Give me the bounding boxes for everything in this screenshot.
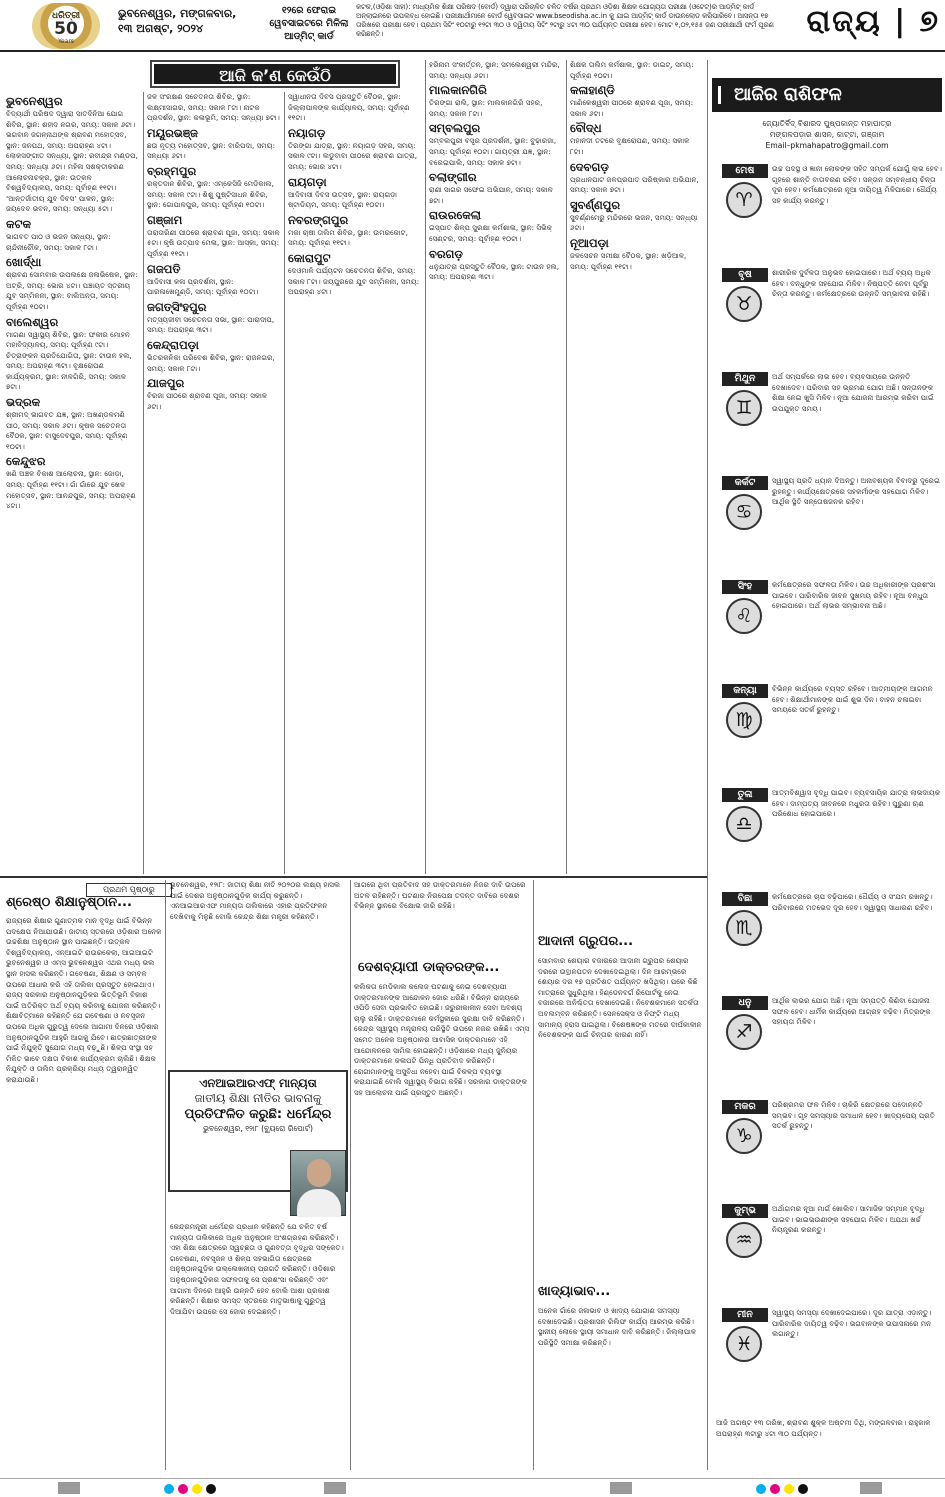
astrologer-info — [712, 118, 942, 151]
events-column-4 — [429, 60, 563, 872]
place-line: ଭୁବନେଶ୍ୱର, ମଙ୍ଗଳବାର, — [118, 7, 237, 20]
district-heading: କୋରାପୁଟ — [288, 250, 331, 265]
article-text: ଭୁବନେଶ୍ୱର, ୧୨ା୮: ଜାତୀୟ ଶିକ୍ଷା ନୀତି ୨୦୨୦ର ଲକ୍ଷ୍ୟ ହାସଲ ପାଇଁ ଦେଶର ଅନୁଷ୍ଠାନଗୁଡ଼ିକ କାର୍ଯ୍ୟ କରୁଛନ୍ତି। ଏନଆଇଆରଏଫ ମାନ୍ୟତା ତାଲିକାରେ ଏହାର ପ୍ରତିଫଳନ ଦେଖିବାକୁ ମିଳୁଛି ବୋଲି କେନ୍ଦ୍ର ଶିକ୍ଷା ମନ୍ତ୍ରୀ କହିଛନ୍ତି। — [170, 880, 341, 921]
zodiac-emblem-icon: ♏ — [726, 910, 762, 946]
section-rule — [0, 876, 707, 878]
black-registration-dot — [798, 1484, 808, 1494]
events-column-5 — [570, 60, 704, 872]
notice-title: ୧୨ରେ ଫେରାଇ ୱେବସାଇଟରେ ମିଳିଲା ଆଡ୍‌ମିଟ୍ କାର୍ଡ — [269, 5, 349, 42]
logo-brand: ଧରିତ୍ରୀ — [51, 11, 81, 21]
event-listing: ସମ୍ବଲପୁରୀ ବସ୍ତ୍ର ପ୍ରଦର୍ଶନୀ, ସ୍ଥାନ: ବୁଢ଼ାରଜା, ସମୟ: ପୂର୍ବାହ୍ଣ ୧୦ଟା। ଗାୟତ୍ରୀ ଯଜ୍ଞ, ସ୍ଥାନ: ବରେଇପାଲି, ସମୟ: ସକାଳ ୭ଟା। — [429, 136, 557, 167]
article-column-b-bottom — [170, 1222, 346, 1471]
zodiac-name: ଧନୁ — [722, 996, 768, 1010]
zodiac-prediction: ବିଭିନ୍ନ କାର୍ଯ୍ୟରେ ବ୍ୟସ୍ତ ରହିବେ। ଆତ୍ମୀୟଙ୍କ ଆଗମନ ହେବ। ଶିକ୍ଷାର୍ଥୀମାନଙ୍କ ପାଇଁ ଶୁଭ ଦିନ। ବାହନ ଚଳାଇବା ସମୟରେ ସତର୍କ ରୁହନ୍ତୁ। — [772, 684, 933, 714]
print-mark — [58, 1482, 80, 1494]
column-divider — [350, 880, 351, 1470]
article-text: ସୋମବାର ଶେୟାର ବଜାରରେ ଆଦାନୀ ଗ୍ରୁପର ଶେୟାର ଦରରେ ଉତ୍ଥାନପତନ ଦେଖାଦେଇଥିଲା। ଦିନ ଆରମ୍ଭରେ ଶେୟାର ଦର ୧୭ ପ୍ରତିଶତ ପର୍ଯ୍ୟନ୍ତ ଖସିଥିଲା। ପରେ କିଛି ମାତ୍ରାରେ ସୁଧୁରିଥିଲା। ହିଣ୍ଡେନବର୍ଗ ରିପୋର୍ଟକୁ ନେଇ ବଜାରରେ ଅନିଶ୍ଚିତତା ଦେଖାଦେଇଛି। ନିବେଶକମାନେ ସତର୍କତା ଅବଲମ୍ବନ କରିଛନ୍ତି। ସେନସେକ୍ସ ଓ ନିଫ୍ଟି ମଧ୍ୟ ସାମାନ୍ୟ ହ୍ରାସ ପାଇଥିଲା। ବିଶେଷଜ୍ଞଙ୍କ ମତରେ ଦୀର୍ଘକାଳୀନ ନିବେଶକଙ୍କ ପାଇଁ ଚିନ୍ତାର କାରଣ ନାହିଁ। — [538, 956, 702, 1040]
event-listing: ଦେଓମାଳି ପର୍ଯ୍ୟଟନ ସଚେତନତା ଶିବିର, ସମୟ: ସକାଳ ୮ଟା। ଜୟପୁରରେ ଯୁବ ସମ୍ମିଳନୀ, ସମୟ: ଅପରାହ୍ଣ ୪ଟା। — [288, 265, 420, 297]
events-column-1 — [6, 92, 140, 872]
district-heading: ଗଞ୍ଜାମ — [147, 212, 183, 227]
event-listing: ଶ୍ରୀମଦ୍ ଭାଗବତ ଯଜ୍ଞ, ସ୍ଥାନ: ଅଖଣ୍ଡଳମଣି ପୀଠ, ସମୟ: ସକାଳ ୬ଟା। କୃଷକ ସଚେତନତା ବୈଠକ, ସ୍ଥାନ: ବାସୁଦେବପୁର, ସମୟ: ପୂର୍ବାହ୍ଣ ୧୦ଟା। — [6, 410, 128, 451]
zodiac-emblem-icon: ♎ — [726, 806, 762, 842]
zodiac-entry — [716, 1308, 942, 1404]
zodiac-entry — [716, 684, 942, 780]
yellow-registration-dot — [192, 1484, 202, 1494]
zodiac-emblem-icon: ♒ — [726, 1222, 762, 1258]
zodiac-entry — [716, 892, 942, 988]
column-divider — [533, 880, 534, 1470]
adani-headline: ଆଦାନୀ ଗ୍ରୁପର... — [538, 934, 634, 949]
district-heading: ସମ୍ବଲପୁର — [429, 121, 481, 136]
article-headline: ଶ୍ରେଷ୍ଠ ଶିକ୍ଷାନୁଷ୍ଠାନ... — [6, 895, 132, 910]
event-listing: ଇସ୍ପାତ ଶିଳ୍ପ ସୁରକ୍ଷା କର୍ମଶାଳା, ସ୍ଥାନ: ସିଭିକ୍ ସେଣ୍ଟର, ସମୟ: ପୂର୍ବାହ୍ଣ ୧୦ଟା। — [429, 223, 553, 243]
column-divider — [425, 60, 426, 874]
zodiac-emblem-icon: ♐ — [726, 1014, 762, 1050]
article-text: ଆଗରେ ଥିବା ପ୍ରତିବାଦ ସହ ଡାକ୍ତରମାନେ ନିଜର ଦାବି ଉପରେ ଅଟଳ ରହିଛନ୍ତି। ଘଟଣାର ନିରପେକ୍ଷ ତଦନ୍ତ ଦାବିରେ ଦେଶର ବିଭିନ୍ନ ସ୍ଥାନରେ ବିକ୍ଷୋଭ ଜାରି ରହିଛି। — [354, 880, 526, 911]
zodiac-entry — [716, 476, 942, 572]
zodiac-entry — [716, 268, 942, 364]
zodiac-prediction: ଆର୍ଥିକ ଲାଭର ଯୋଗ ଅଛି। ନୂଆ ସମ୍ପତ୍ତି କିଣିବା ଯୋଜନା ସଫଳ ହେବ। ଧାର୍ମିକ କାର୍ଯ୍ୟରେ ଆଗ୍ରହ ବଢ଼ିବ। ମିତ୍ରଙ୍କ ସହାୟତା ମିଳିବ। — [772, 996, 931, 1026]
article-column-d — [538, 956, 704, 1276]
district-heading: ଦେବଗଡ଼ — [570, 159, 609, 174]
column-divider — [165, 880, 166, 1470]
horoscope-title: ଆଜିର ରାଶିଫଳ — [734, 84, 842, 105]
zodiac-prediction: ଅର୍ଥ ସମ୍ପର୍କରେ ଲାଭ ହେବ। ବ୍ୟବସାୟରେ ଉନ୍ନତି ଦେଖାଦେବ। ପରିବାର ସହ ଭ୍ରମଣ ଯୋଗ ଅଛି। ସନ୍ତାନଙ୍କ ଶିକ୍ଷା ନେଇ ଖୁସି ମିଳିବ। ନୂଆ ଯୋଜନା ଆରମ୍ଭ କରିବା ପାଇଁ ଉପଯୁକ୍ତ ସମୟ। — [772, 372, 934, 413]
event-listing: ଛଉ ନୃତ୍ୟ ମହୋତ୍ସବ, ସ୍ଥାନ: ବାରିପଦା, ସମୟ: ସନ୍ଧ୍ୟା ୬ଟା। — [147, 140, 276, 161]
zodiac-entry — [716, 580, 942, 676]
events-column-2 — [147, 92, 281, 872]
event-listing: ତାରାତାରିଣୀ ପୀଠରେ ଶ୍ରାବଣ ପୂଜା, ସମୟ: ସକାଳ ୫ଟା। କୃଷି ଉତ୍ପାଦ ମେଳା, ସ୍ଥାନ: ଆସ୍କା, ସମୟ: ପୂର୍ବାହ୍ଣ ୧୧ଟା। — [147, 227, 280, 258]
zodiac-name: ମୀନ — [722, 1308, 768, 1322]
zodiac-emblem-icon: ♍ — [726, 702, 762, 738]
print-mark — [610, 1482, 632, 1494]
district-heading: ବ୍ରହ୍ମପୁର — [147, 163, 197, 178]
event-listing: ଆଦିବାସୀ କଳା ପ୍ରଦର୍ଶନୀ, ସ୍ଥାନ: ପାରଳାଖେମୁଣ୍ଡି, ସମୟ: ପୂର୍ବାହ୍ଣ ୧୦ଟା। — [147, 276, 259, 297]
event-listing: ରକ୍ତଦାନ ଶିବିର, ସ୍ଥାନ: ଏମ୍‌କେସିଜି ମେଡିକାଲ, ସମୟ: ସକାଳ ୯ଟା। ଶିଶୁ ପୁଷ୍ଟିସାଧନ ଶିବିର, ସ୍ଥାନ: ଗୋପାଳପୁର, ସମୟ: ପୂର୍ବାହ୍ଣ ୧୦ଟା। — [147, 178, 274, 210]
district-heading: କେନ୍ଦୁଝର — [6, 454, 46, 469]
yellow-registration-dot — [784, 1484, 794, 1494]
doctors-headline: ଦେଶବ୍ୟାପୀ ଡାକ୍ତରଙ୍କ... — [358, 960, 500, 975]
event-listing: ଭାଗବତ ପାଠ ଓ ଭଜନ ସନ୍ଧ୍ୟା, ସ୍ଥାନ: ଚାନ୍ଦିନୀଚୌକ, ସମୟ: ସକାଳ ୮ଟା। — [6, 231, 111, 252]
astrologer-address: ମଙ୍ଗଳପଡ଼ାର ଶାସନ, କାଟ୍ଟା, ଗଞ୍ଜାମ — [769, 130, 885, 139]
zodiac-emblem-icon: ♌ — [726, 598, 762, 634]
zodiac-prediction: ଆତ୍ମବିଶ୍ୱାସ ବୃଦ୍ଧି ପାଇବ। ବ୍ୟବସାୟିକ ଯାତ୍ରା ଲାଭଦାୟକ ହେବ। ଦାମ୍ପତ୍ୟ ଜୀବନରେ ମଧୁରତା ରହିବ। ପୁରୁଣା ଋଣ ପରିଶୋଧ ହୋଇପାରେ। — [772, 788, 941, 818]
district-heading: ରାୟଗଡ଼ା — [288, 174, 327, 189]
event-listing: ହରିନାମ ସଂକୀର୍ତ୍ତନ, ସ୍ଥାନ: ସମଲେଶ୍ୱରୀ ମନ୍ଦିର, ସମୟ: ସନ୍ଧ୍ୟା ୬ଟା। — [429, 60, 560, 80]
cyan-registration-dot — [164, 1484, 174, 1494]
header-bar-icon — [718, 86, 726, 104]
zodiac-entry — [716, 996, 942, 1092]
district-heading: ନୟାଗଡ଼ — [288, 125, 326, 140]
district-heading: ସୁବର୍ଣ୍ଣପୁର — [570, 197, 621, 212]
zodiac-prediction: ଶାରୀରିକ ଦୁର୍ବଳତା ଅନୁଭବ ହୋଇପାରେ। ଅର୍ଥ ବ୍ୟୟ ଅଧିକ ହେବ। ବନ୍ଧୁଙ୍କ ସହଯୋଗ ମିଳିବ। ନିଷ୍ପତ୍ତି ନେବା ପୂର୍ବରୁ ଚିନ୍ତା କରନ୍ତୁ। କର୍ମକ୍ଷେତ୍ରରେ ଉନ୍ନତି ସମ୍ଭାବନା ରହିଛି। — [772, 268, 931, 298]
event-listing: ମାଣିକେଶ୍ୱରୀ ପୀଠରେ ଶ୍ରାବଣ ପୂଜା, ସମୟ: ସକାଳ ୬ଟା। — [570, 98, 694, 118]
zodiac-entry — [716, 788, 942, 884]
print-mark — [860, 1482, 882, 1494]
zodiac-name: ବିଛା — [722, 892, 768, 906]
logo-years: 50 — [54, 19, 78, 39]
article-column-b-top — [170, 880, 346, 1066]
minister-photo — [290, 1150, 346, 1216]
event-listing: ଶ୍ରାବଣ ସୋମବାର ଉପଲକ୍ଷେ ଜଳାଭିଷେକ, ସ୍ଥାନ: ଅଟ୍ରି, ସମୟ: ଭୋର ୪ଟା। ପଞ୍ଚାୟତ ସ୍ତରୀୟ ଯୁବ ସମ୍ମିଳନୀ, ସ୍ଥାନ: ବାଲିଅନ୍ତା, ସମୟ: ପୂର୍ବାହ୍ଣ ୧୦ଟା। — [6, 270, 138, 311]
food-shortage-headline: ଖାଦ୍ୟାଭାବ... — [538, 1284, 611, 1299]
column-divider — [707, 60, 708, 1470]
zodiac-name: ମେଷ — [722, 164, 768, 178]
article-text: କେନ୍ଦ୍ରମନ୍ତ୍ରୀ ଧର୍ମେନ୍ଦ୍ର ପ୍ରଧାନ କହିଛନ୍ତି ଯେ ଚଳିତ ବର୍ଷ ମାନ୍ୟତା ତାଲିକାରେ ଅଧିକ ଅନୁଷ୍ଠାନ ଅଂଶଗ୍ରହଣ କରିଛନ୍ତି। ଏହା ଶିକ୍ଷା କ୍ଷେତ୍ରରେ ସ୍ୱଚ୍ଛତା ଓ ଗୁଣବତ୍ତା ବୃଦ୍ଧିର ସଙ୍କେତ। ଗବେଷଣା, ନବସୃଜନ ଓ ଶିଳ୍ପ ସହଭାଗିତା କ୍ଷେତ୍ରରେ ଅନୁଷ୍ଠାନଗୁଡ଼ିକ ଉଲ୍ଲେଖନୀୟ ପ୍ରଗତି କରିଛନ୍ତି। ଓଡ଼ିଶାର ଅନୁଷ୍ଠାନଗୁଡ଼ିକର ସଫଳତାକୁ ସେ ପ୍ରଶଂସା କରିଛନ୍ତି ଏବଂ ଆଗାମୀ ଦିନରେ ଆହୁରି ଉନ୍ନତି ହେବ ବୋଲି ଆଶା ପ୍ରକାଶ କରିଛନ୍ତି। ଶିକ୍ଷାର ସମସ୍ତ ସ୍ତରରେ ମାତୃଭାଷାକୁ ଗୁରୁତ୍ୱ ଦିଆଯିବା ଉପରେ ସେ ଜୋର ଦେଇଛନ୍ତି। — [170, 1222, 344, 1316]
horoscope-header — [712, 78, 942, 112]
article-text: ଅନେକ ଗାଁରେ ଜଳାଭାବ ଓ ଖାଦ୍ୟ ଯୋଗାଣ ସମସ୍ୟା ଦେଖାଦେଇଛି। ପ୍ରଶାସନ ରିଲିଫ କାର୍ଯ୍ୟ ଆରମ୍ଭ କରିଛି। ସ୍ଥାନୀୟ ଲୋକେ ସ୍ଥାୟୀ ସମାଧାନ ଦାବି କରିଛନ୍ତି। ଜିଲ୍ଲାପାଳ ପରିସ୍ଥିତି ସମୀକ୍ଷା କରିଛନ୍ତି। — [538, 1306, 697, 1347]
event-listing: ବିଦ୍ୟାର୍ଥୀ ପରିଷଦ ଦ୍ୱାରା ସାତଦିନିଆ ଯୋଗ ଶିବିର, ସ୍ଥାନ: ଶହୀଦ ନଗର, ସମୟ: ସକାଳ ୬ଟା। ଭଗବାନ ଜଗନ୍ନାଥଙ୍କ ଶ୍ରାବଣ ମହୋତ୍ସବ, ସ୍ଥାନ: ଜନପଥ, ସମୟ: ଅପରାହ୍ଣ ୪ଟା। ଲୋକସଙ୍ଗୀତ ସନ୍ଧ୍ୟା, ସ୍ଥାନ: ରବୀନ୍ଦ୍ର ମଣ୍ଡପ, ସମୟ: ସନ୍ଧ୍ୟା ୬ଟା। ମହିଳା ସଶକ୍ତୀକରଣ ଆଲୋଚନାଚକ୍ର, ସ୍ଥାନ: ଉତ୍କଳ ବିଶ୍ୱବିଦ୍ୟାଳୟ, ସମୟ: ପୂର୍ବାହ୍ଣ ୧୧ଟା। ‘ଆନ୍ତର୍ଜାତୀୟ ଯୁବ ଦିବସ’ ପାଳନ, ସ୍ଥାନ: ଜୟଦେବ ଭବନ, ସମୟ: ସନ୍ଧ୍ୟା ୫ଟା। — [6, 109, 138, 214]
column-divider — [566, 60, 567, 874]
section-title: ରାଜ୍ୟ | ୭ — [806, 4, 940, 39]
zodiac-prediction: କର୍ମକ୍ଷେତ୍ରରେ ଚାପ ବଢ଼ିପାରେ। ଧୈର୍ଯ୍ୟ ଓ ସଂଯମ ରଖନ୍ତୁ। ପରିବାରରେ ମତଭେଦ ଦୂର ହେବ। ସ୍ୱାସ୍ଥ୍ୟ ସାଧାରଣ ରହିବ। — [772, 892, 933, 912]
pull-quote-line-1: ଏନଆଇଆରଏଫ୍ ମାନ୍ୟତା — [199, 1076, 317, 1090]
zodiac-name: କନ୍ୟା — [722, 684, 768, 698]
district-heading: ବଲାଙ୍ଗୀର — [429, 170, 477, 185]
magenta-registration-dot — [178, 1484, 188, 1494]
district-heading: କଳାହାଣ୍ଡି — [570, 83, 615, 98]
logo-years-label: Years — [58, 38, 74, 45]
cyan-registration-dot — [756, 1484, 766, 1494]
district-heading: ରାଉରକେଲା — [429, 208, 481, 223]
zodiac-entry — [716, 372, 942, 468]
district-heading: ବାଲେଶ୍ୱର — [6, 314, 59, 329]
district-heading: ଖୋର୍ଦ୍ଧା — [6, 255, 42, 270]
article-column-c — [354, 982, 530, 1471]
event-listing: ତିରଙ୍ଗା ଯାତ୍ରା, ସ୍ଥାନ: ନୟାଗଡ଼ ସହର, ସମୟ: ସକାଳ ୯ଟା। ଲଡୁବାବା ପୀଠରେ ଶ୍ରାବଣ ଯାତ୍ରା, ସମୟ: ଭୋର ୪ଟା। — [288, 140, 418, 171]
zodiac-name: ସିଂହ — [722, 580, 768, 594]
event-listing: ଭିତରକନିକା ପରିବେଶ ଶିବିର, ସ୍ଥାନ: ରାଜନଗର, ସମୟ: ସକାଳ ୮ଟା। — [147, 352, 275, 373]
zodiac-prediction: ପରିଶ୍ରମର ଫଳ ମିଳିବ। ଚାକିରି କ୍ଷେତ୍ରରେ ପଦୋନ୍ନତି ସମ୍ଭବ। ଗୃହ ସମସ୍ୟାର ସମାଧାନ ହେବ। ଖାଦ୍ୟପେୟ ପ୍ରତି ସତର୍କ ରୁହନ୍ତୁ। — [772, 1100, 935, 1130]
zodiac-entry — [716, 1100, 942, 1196]
notice-body: କଟକ,(ଓଡ଼ିଶା ସାହା): ମାଧ୍ୟମିକ ଶିକ୍ଷା ପରିଷଦ (ବୋର୍ଡ) ଦ୍ୱାରା ପରିଚାଳିତ ଚଳିତ ବର୍ଷର ପ୍ରଥମ ଓଡ଼ିଶା ଶିକ୍ଷକ ଯୋଗ୍ୟତା ପରୀକ୍ଷା (ଓଟେଟ୍)ର ଆଡ୍‌ମିଟ୍ କାର୍ଡ ଅନ୍‌ଲାଇନରେ ଉପଲବ୍ଧ ହୋଇଛି। ପରୀକ୍ଷାର୍ଥୀମାନେ ବୋର୍ଡ ୱେବସାଇଟ www.bseodisha.ac.in କୁ ଯାଇ ଆଡ୍‌ମିଟ୍ କାର୍ଡ ଡାଉନଲୋଡ କରିପାରିବେ। ଆସନ୍ତା ୧୭ ତାରିଖରେ ପରୀକ୍ଷା ହେବ। ପ୍ରଥମ ସିଟିଂ ୧୦ଟାରୁ ୧୨ଟା ୩୦ ଓ ଦ୍ୱିତୀୟ ସିଟିଂ ୨ଟାରୁ ୪ଟା ୩୦ ପର୍ଯ୍ୟନ୍ତ ପରୀକ୍ଷା ହେବ। ମୋଟ ୧,୦୨,୧୫୫ ଜଣ ପରୀକ୍ଷାର୍ଥୀ ଫର୍ମ ପୂରଣ କରିଛନ୍ତି। — [356, 3, 774, 38]
event-listing: ବିରଜା ପୀଠରେ ଶ୍ରାବଣ ପୂଜା, ସମୟ: ସକାଳ ୬ଟା। — [147, 391, 268, 411]
zodiac-name: ତୁଳା — [722, 788, 768, 802]
pull-quote-byline: ଭୁବନେଶ୍ୱର, ୧୨ା୮ (ବ୍ୟୁରୋ ରିପୋର୍ଟ) — [203, 1124, 313, 1133]
golden-jubilee-logo — [32, 3, 100, 49]
print-mark — [324, 1482, 346, 1494]
district-heading: ବୌଦ୍ଧ — [570, 121, 602, 136]
zodiac-entry — [716, 164, 942, 260]
district-heading: ନବରଙ୍ଗପୁର — [288, 212, 349, 227]
horoscope-section — [712, 78, 942, 1468]
zodiac-prediction: ଉଚ୍ଚ ପଦସ୍ଥ ଓ ଜ୍ଞାନୀ ଲୋକଙ୍କ ସହିତ ସମ୍ପର୍କ ଯୋଗୁଁ ଲାଭ ହେବ। ଗୃହରେ ଶାନ୍ତି ବାତାବରଣ ରହିବ। ସନ୍ତାନ ସମ୍ବନ୍ଧୀୟ ଚିନ୍ତା ଦୂର ହେବ। କର୍ମକ୍ଷେତ୍ରରେ ନୂଆ ଦାୟିତ୍ୱ ମିଳିପାରେ। ଧୈର୍ଯ୍ୟ ସହ କାର୍ଯ୍ୟ କରନ୍ତୁ। — [772, 164, 942, 205]
event-listing: ଜଳ ସଂରକ୍ଷଣ ସଚେତନତା ଶିବିର, ସ୍ଥାନ: ଲକ୍ଷ୍ମୀସାଗର, ସମୟ: ସକାଳ ୮ଟା। ନାଟକ ପ୍ରଦର୍ଶନ, ସ୍ଥାନ: କଳାଭୂମି, ସମୟ: ସନ୍ଧ୍ୟା ୭ଟା। — [147, 92, 280, 123]
event-listing: ସୁବର୍ଣ୍ଣମେରୁ ମନ୍ଦିରରେ ଭଜନ, ସମୟ: ସନ୍ଧ୍ୟା ୬ଟା। — [570, 212, 698, 233]
event-listing: ଆଦିବାସୀ ଦିବସ ଉତ୍ସବ, ସ୍ଥାନ: ରାୟଗଡ଼ା ଷ୍ଟାଡିୟମ, ସମୟ: ପୂର୍ବାହ୍ଣ ୧୦ଟା। — [288, 189, 398, 210]
events-banner: ଆଜି କ’ଣ କେଉଁଠି — [150, 60, 400, 88]
zodiac-name: ବୃଷ — [722, 268, 768, 282]
district-heading: ଭଦ୍ରକ — [6, 395, 41, 410]
event-listing: ମାଗଣା ସ୍ୱାସ୍ଥ୍ୟ ଶିବିର, ସ୍ଥାନ: ଫକୀର ମୋହନ ମହାବିଦ୍ୟାଳୟ, ସମୟ: ପୂର୍ବାହ୍ଣ ୯ଟା। ଚିତ୍ରାଙ୍କନ ପ୍ରତିଯୋଗିତା, ସ୍ଥାନ: ଟାଉନ ହଲ, ସମୟ: ଅପରାହ୍ଣ ୩ଟା। ବୃକ୍ଷରୋପଣ କାର୍ଯ୍ୟକ୍ରମ, ସ୍ଥାନ: ନୀଳଗିରି, ସମୟ: ସକାଳ ୭ଟା। — [6, 329, 132, 392]
district-heading: କଟକ — [6, 216, 31, 231]
event-listing: ମହାନଦୀ ତଟରେ ବୃକ୍ଷରୋପଣ, ସମୟ: ସକାଳ ୮ଟା। — [570, 136, 690, 156]
zodiac-name: ମକର — [722, 1100, 768, 1114]
column-divider — [143, 92, 144, 874]
article-column-a — [6, 916, 162, 1471]
event-listing: ସ୍ୱାଧୀନତା ଦିବସ ପ୍ରସ୍ତୁତି ବୈଠକ, ସ୍ଥାନ: ଜିଲ୍ଲାପାଳଙ୍କ କାର୍ଯ୍ୟାଳୟ, ସମୟ: ପୂର୍ବାହ୍ଣ ୧୧ଟା। — [288, 92, 410, 123]
astrologer-email: Email–pkmahapatro@gmail.com — [765, 141, 889, 150]
district-heading: କେନ୍ଦ୍ରାପଡ଼ା — [147, 337, 199, 352]
event-listing: ପ୍ରଧାନପାଟ ଜଳପ୍ରପାତ ପରିଷ୍କାର ଅଭିଯାନ, ସମୟ: ସକାଳ ୭ଟା। — [570, 174, 699, 195]
event-listing: ରାଣୀ ସାଗର ସଫେଇ ଅଭିଯାନ, ସମୟ: ସକାଳ ୭ଟା। — [429, 185, 553, 205]
column-divider — [284, 92, 285, 874]
zodiac-name: କର୍କଟ — [722, 476, 768, 490]
zodiac-entry — [716, 1204, 942, 1300]
date-line: ୧୩ ଅଗଷ୍ଟ, ୨୦୨୪ — [118, 22, 204, 35]
astrologer-name: ଜ୍ୟୋତିର୍ବିଦ୍ ବିଶାରଦ ପୁଷ୍ପକାନ୍ତ ମହାପାତ୍ର — [762, 119, 892, 128]
event-listing: ଶିକ୍ଷକ ତାଲିମ କର୍ମଶାଳା, ସ୍ଥାନ: ଡାଇଟ୍, ସମୟ: ପୂର୍ବାହ୍ଣ ୧୦ଟା। — [570, 60, 694, 80]
zodiac-prediction: କର୍ମକ୍ଷେତ୍ରରେ ସଫଳତା ମିଳିବ। ଉଚ୍ଚ ଅଧିକାରୀଙ୍କ ପ୍ରଶଂସା ପାଇବେ। ପାରିବାରିକ ଜୀବନ ସୁଖମୟ ରହିବ। ନୂଆ ବନ୍ଧୁତା ହୋଇପାରେ। ଅର୍ଥ ଲାଭର ସମ୍ଭାବନା ଅଛି। — [772, 580, 936, 610]
zodiac-emblem-icon: ♊ — [726, 390, 762, 426]
district-heading: ବରଗଡ଼ — [429, 246, 463, 261]
zodiac-prediction: ସ୍ୱାସ୍ଥ୍ୟ ପ୍ରତି ଧ୍ୟାନ ଦିଅନ୍ତୁ। ଅନାବଶ୍ୟକ ବିବାଦରୁ ଦୂରେଇ ରୁହନ୍ତୁ। କାର୍ଯ୍ୟକ୍ଷେତ୍ରରେ ସହକର୍ମୀଙ୍କ ସହଯୋଗ ମିଳିବ। ଆର୍ଥିକ ସ୍ଥିତି ସନ୍ତୋଷଜନକ ରହିବ। — [772, 476, 940, 506]
magenta-registration-dot — [770, 1484, 780, 1494]
dateline — [118, 6, 258, 36]
zodiac-prediction: ଅର୍ଥାଗମର ନୂଆ ମାର୍ଗ ଖୋଲିବ। ସାମାଜିକ ସମ୍ମାନ ବୃଦ୍ଧି ପାଇବ। ଭାଇଭଉଣୀଙ୍କ ସହଯୋଗ ମିଳିବ। ଅଯଥା ଖର୍ଚ୍ଚ ନିୟନ୍ତ୍ରଣ କରନ୍ତୁ। — [772, 1204, 925, 1234]
event-listing: ଧନୁଯାତ୍ରା ପ୍ରସ୍ତୁତି ବୈଠକ, ସ୍ଥାନ: ଟାଉନ ହଲ, ସମୟ: ଅପରାହ୍ଣ ୩ଟା। — [429, 261, 560, 282]
zodiac-emblem-icon: ♉ — [726, 286, 762, 322]
article-column-c-top — [354, 880, 530, 960]
event-listing: ତିରଙ୍ଗା ରାଲି, ସ୍ଥାନ: ମାଲକାନଗିରି ସହର, ସମୟ: ସକାଳ ୮ଟା। — [429, 98, 543, 118]
district-heading: ଭୁବନେଶ୍ୱର — [6, 94, 63, 108]
photo-body — [297, 1189, 341, 1217]
event-listing: ମତ୍ସ୍ୟଜୀବୀ ସଚେତନତା ସଭା, ସ୍ଥାନ: ପାରାଦୀପ, ସମୟ: ଅପରାହ୍ଣ ୩ଟା। — [147, 314, 275, 335]
event-listing: ଖଣି ଅଞ୍ଚଳ ବିକାଶ ଆଲୋଚନା, ସ୍ଥାନ: ଜୋଡ଼ା, ସମୟ: ପୂର୍ବାହ୍ଣ ୧୧ଟା। ଗାଁ ଗାଁରେ ଯୁବ ଖେଳ ମହୋତ୍ସବ, ସ୍ଥାନ: ଆନନ୍ଦପୁର, ସମୟ: ଅପରାହ୍ଣ ୪ଟା। — [6, 469, 136, 511]
events-column-3 — [288, 92, 422, 872]
district-heading: ମୟୂରଭଞ୍ଜ — [147, 125, 198, 140]
district-heading: ଜଗତ୍‌ସିଂହପୁର — [147, 299, 207, 314]
zodiac-prediction: ସ୍ୱାସ୍ଥ୍ୟ ସମସ୍ୟା ଦେଖାଦେଇପାରେ। ଦୂର ଯାତ୍ରା ଏଡ଼ାନ୍ତୁ। ପାରିବାରିକ ଦାୟିତ୍ୱ ବଢ଼ିବ। ଭଗବାନଙ୍କ ଉପାସନାରେ ମନ ଲଗାନ୍ତୁ। — [772, 1308, 932, 1338]
continued-tag: ପ୍ରଥମ ପୃଷ୍ଠାରୁ — [86, 883, 172, 897]
zodiac-name: ମିଥୁନ — [722, 372, 768, 386]
pull-quote-line-2: ଜାତୀୟ ଶିକ୍ଷା ନୀତିର ଭାବନାକୁ — [194, 1091, 322, 1105]
district-heading: ଯାଜପୁର — [147, 376, 185, 391]
district-heading: ମାଲକାନଗିରି — [429, 83, 487, 98]
pull-quote-line-3: ପ୍ରତିଫଳିତ କରୁଛି: ଧର୍ମେନ୍ଦ୍ର — [184, 1107, 332, 1122]
black-registration-dot — [206, 1484, 216, 1494]
article-text: କଲିକତା ମେଡିକାଲ କଲେଜ ଘଟଣାକୁ ନେଇ ଦେଶବ୍ୟାପୀ ଡାକ୍ତରମାନଙ୍କ ଆନ୍ଦୋଳନ ଜୋର ଧରିଛି। ବିଭିନ୍ନ ରାଜ୍ୟରେ ଓପିଡି ସେବା ପ୍ରଭାବିତ ହୋଇଛି। ଜରୁରୀକାଳୀନ ସେବା ଅବଶ୍ୟ ଚାଲୁ ରହିଛି। ଡାକ୍ତରମାନେ କର୍ମସ୍ଥଳୀରେ ସୁରକ୍ଷା ଦାବି କରିଛନ୍ତି। କେନ୍ଦ୍ର ସ୍ୱାସ୍ଥ୍ୟ ମନ୍ତ୍ରାଳୟ ପରିସ୍ଥିତି ଉପରେ ନଜର ରଖିଛି। ଏମ୍ସ ସମେତ ଅନେକ ଅନୁଷ୍ଠାନର ଆବାସିକ ଡାକ୍ତରମାନେ ଏହି ଆନ୍ଦୋଳନରେ ସାମିଲ ହୋଇଛନ୍ତି। ଓଡ଼ିଶାରେ ମଧ୍ୟ ଜୁନିୟର ଡାକ୍ତରମାନେ କଳାପଟି ପିନ୍ଧି ପ୍ରତିବାଦ କରିଛନ୍ତି। ରୋଗୀମାନଙ୍କୁ ଅସୁବିଧା ନହେବା ପାଇଁ ବିକଳ୍ପ ବ୍ୟବସ୍ଥା କରାଯାଇଛି ବୋଲି ସ୍ୱାସ୍ଥ୍ୟ ବିଭାଗ କହିଛି। ସରକାର ଡାକ୍ତରଙ୍କ ସହ ଆଲୋଚନା ପାଇଁ ପ୍ରସ୍ତୁତ ଅଛନ୍ତି। — [354, 982, 530, 1097]
zodiac-name: କୁମ୍ଭ — [722, 1204, 768, 1218]
horoscope-footer: ଆଜି ଅଗଷ୍ଟ ୧୩ ତାରିଖ, ଶ୍ରାବଣ ଶୁକ୍ଳ ଅଷ୍ଟମୀ ତିଥି, ମଙ୍ଗଳବାର। ରାହୁକାଳ ଅପରାହ୍ଣ ୩ଟାରୁ ୪ଟା ୩୦ ପର୍ଯ୍ୟନ୍ତ। — [716, 1418, 931, 1438]
zodiac-emblem-icon: ♈ — [726, 182, 762, 218]
zodiac-emblem-icon: ♑ — [726, 1118, 762, 1154]
photo-face — [307, 1159, 331, 1187]
district-heading: ନୂଆପଡ଼ା — [570, 235, 609, 250]
event-listing: ଜଳସେଚନ ସମୀକ୍ଷା ବୈଠକ, ସ୍ଥାନ: ଖଡ଼ିଆଳ, ସମୟ: ପୂର୍ବାହ୍ଣ ୧୧ଟା। — [570, 250, 687, 271]
event-listing: ମକା ଚାଷୀ ତାଲିମ ଶିବିର, ସ୍ଥାନ: ଉମରକୋଟ, ସମୟ: ପୂର୍ବାହ୍ଣ ୧୧ଟା। — [288, 227, 408, 248]
article-text: ରାଜ୍ୟରେ ଶିକ୍ଷାର ଗୁଣାତ୍ମକ ମାନ ବୃଦ୍ଧି ପାଇଁ ବିଭିନ୍ନ ପଦକ୍ଷେପ ନିଆଯାଉଛି। ଜାତୀୟ ସ୍ତରରେ ଓଡ଼ିଶାର ଅନେକ ଉଚ୍ଚଶିକ୍ଷା ଅନୁଷ୍ଠାନ ସ୍ଥାନ ପାଇଛନ୍ତି। ଉତ୍କଳ ବିଶ୍ୱବିଦ୍ୟାଳୟ, ଏନ୍ଆଇଟି ରାଉରକେଲା, ଆଇଆଇଟି ଭୁବନେଶ୍ୱର ଓ ଏମ୍ସ ଭୁବନେଶ୍ୱର ଏଥର ମଧ୍ୟ ଭଲ ସ୍ଥାନ ହାସଲ କରିଛନ୍ତି। ଗବେଷଣା, ଶିକ୍ଷଣ ଓ ସମ୍ବଳ ଉପରେ ଆଧାର କରି ଏହି ତାଲିକା ପ୍ରସ୍ତୁତ ହୋଇଥାଏ। ରାଜ୍ୟ ସରକାର ଅନୁଷ୍ଠାନଗୁଡ଼ିକର ଭିତ୍ତିଭୂମି ବିକାଶ ପାଇଁ ଅତିରିକ୍ତ ଅର୍ଥ ବ୍ୟୟ କରିବାକୁ ଯୋଜନା କରିଛନ୍ତି। ଶିକ୍ଷାବିତ୍‌ମାନେ କହିଛନ୍ତି ଯେ ଗବେଷଣା ଓ ନବସୃଜନ ଉପରେ ଅଧିକ ଗୁରୁତ୍ୱ ଦେଲେ ଆଗାମୀ ଦିନରେ ଓଡ଼ିଶାର ଅନୁଷ୍ଠାନଗୁଡ଼ିକ ଆହୁରି ଆଗକୁ ଯିବେ। ଛାତ୍ରଛାତ୍ରୀଙ୍କ ପାଇଁ ନିଯୁକ୍ତି ସୁଯୋଗ ମଧ୍ୟ ବଢ଼ୁଛି। ଶିଳ୍ପ ସଂସ୍ଥା ସହ ମିଳିତ ଭାବେ ଦକ୍ଷତା ବିକାଶ କାର୍ଯ୍ୟକ୍ରମ ଚାଲିଛି। ଶିକ୍ଷକ ନିଯୁକ୍ତି ଓ ତାଲିମ ପ୍ରକ୍ରିୟା ମଧ୍ୟ ତ୍ୱରାନ୍ୱିତ କରାଯାଉଛି। — [6, 916, 162, 1084]
page-header — [0, 0, 945, 52]
zodiac-emblem-icon: ♓ — [726, 1326, 762, 1362]
article-column-d2 — [538, 1306, 704, 1471]
district-heading: ଗଜପତି — [147, 261, 181, 276]
zodiac-emblem-icon: ♋ — [726, 494, 762, 530]
